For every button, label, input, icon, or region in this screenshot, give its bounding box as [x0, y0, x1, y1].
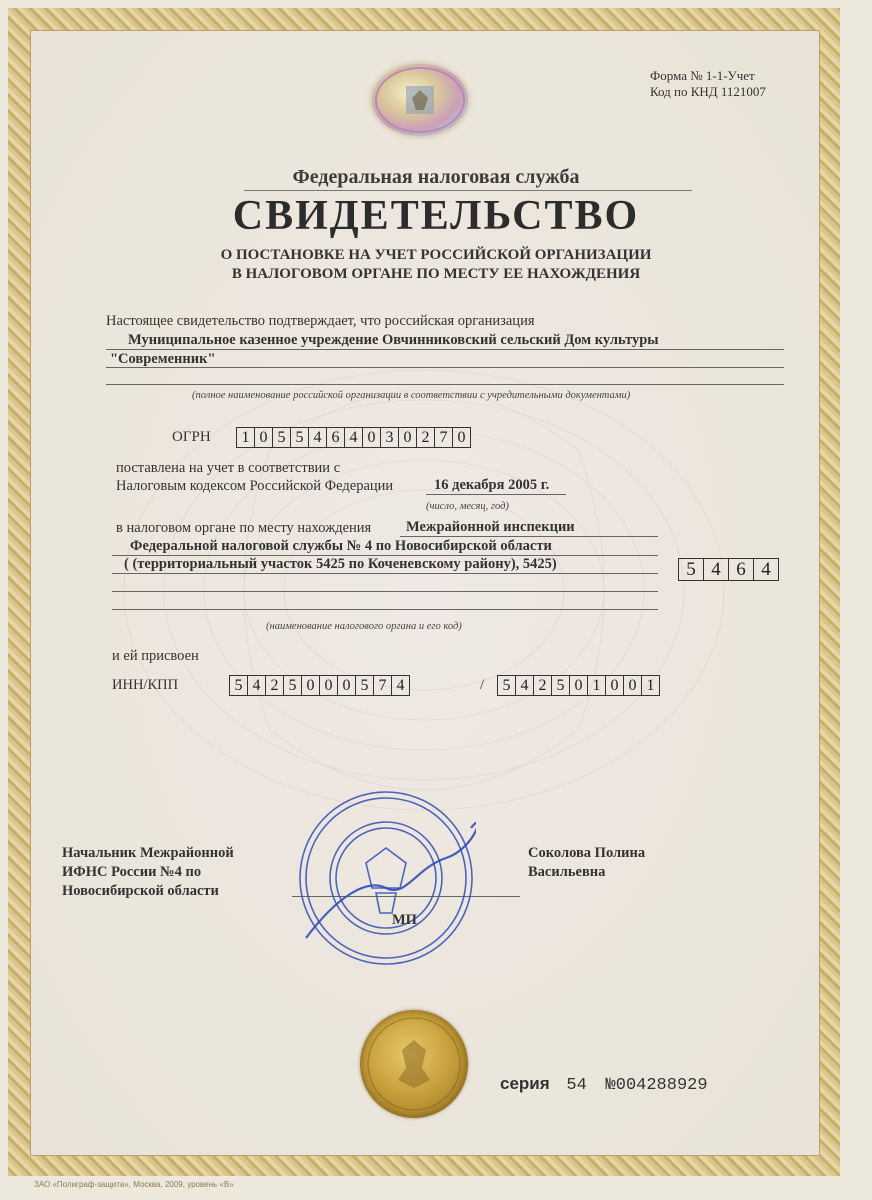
- certificate-title: СВИДЕТЕЛЬСТВО: [232, 193, 640, 239]
- inn-digit: 5: [284, 676, 302, 695]
- signer-position: [62, 844, 234, 901]
- ogrn-digit: 0: [255, 428, 273, 447]
- tax-office-underline-5: [112, 609, 658, 610]
- kpp-digit: 5: [498, 676, 516, 695]
- ogrn-digit: 5: [273, 428, 291, 447]
- ogrn-digit: 0: [363, 428, 381, 447]
- gold-seal: [360, 1010, 468, 1118]
- series-value: 54: [566, 1076, 587, 1095]
- org-name-line-1: Муниципальное казенное учреждение Овчинниковский сельский Дом культуры: [128, 332, 659, 348]
- inn-boxes: [229, 675, 410, 696]
- ogrn-digit: 0: [457, 429, 466, 446]
- inn-digit: 0: [302, 676, 320, 695]
- signer-position-line-3: Новосибирской области: [62, 883, 219, 899]
- inn-digit: 0: [338, 676, 356, 695]
- kpp-digit: 4: [516, 676, 534, 695]
- registered-text-1: поставлена на учет в соответствии с: [116, 460, 341, 476]
- ogrn-digit: 5: [291, 428, 309, 447]
- org-name-caption: (полное наименование российской организации в соответствии с учредительными документами): [192, 390, 631, 401]
- inn-digit: 0: [320, 676, 338, 695]
- series-label: серия: [500, 1074, 550, 1093]
- tax-office-underline-3: [112, 573, 658, 574]
- inn-kpp-slash: /: [480, 677, 485, 693]
- inn-digit: 2: [266, 676, 284, 695]
- agency-underline: [244, 190, 692, 191]
- kpp-digit: 1: [588, 676, 606, 695]
- inn-digit: 4: [248, 676, 266, 695]
- tax-office-intro: в налоговом органе по месту нахождения: [116, 520, 372, 536]
- tax-office-code-digit: 5: [679, 559, 704, 580]
- intro-text: Настоящее свидетельство подтверждает, что российская организация: [106, 313, 535, 329]
- org-name-line-2: "Современник": [110, 351, 216, 367]
- subtitle-line-1: О ПОСТАНОВКЕ НА УЧЕТ РОССИЙСКОЙ ОРГАНИЗАЦИИ: [220, 247, 652, 263]
- date-underline: [426, 494, 566, 495]
- tax-office-code-digit: 6: [729, 559, 754, 580]
- tax-office-code-boxes: [678, 558, 779, 581]
- org-line-1: [106, 349, 784, 350]
- inn-digit: 4: [396, 677, 405, 694]
- inn-digit: 5: [230, 676, 248, 695]
- tax-office-underline-4: [112, 591, 658, 592]
- handwritten-signature: [306, 822, 476, 938]
- ogrn-digit: 1: [237, 428, 255, 447]
- signer-name: [528, 844, 645, 882]
- ogrn-digit: 3: [381, 428, 399, 447]
- ogrn-boxes: [236, 427, 471, 448]
- registered-text-2: Налоговым кодексом Российской Федерации: [116, 478, 394, 494]
- ogrn-digit: 0: [399, 428, 417, 447]
- form-number: Форма № 1-1-Учет: [650, 68, 755, 83]
- date-caption: (число, месяц, год): [426, 501, 509, 512]
- agency-name: Федеральная налоговая служба: [292, 166, 580, 188]
- ogrn-digit: 4: [345, 428, 363, 447]
- org-line-3: [106, 384, 784, 385]
- tax-office-line-1: Межрайонной инспекции: [406, 519, 575, 535]
- ogrn-digit: 4: [309, 428, 327, 447]
- tax-office-caption: (наименование налогового органа и его код): [266, 621, 462, 632]
- certificate-number: №004288929: [605, 1076, 708, 1095]
- kpp-digit: 2: [534, 676, 552, 695]
- tax-office-underline-1: [400, 536, 658, 537]
- tax-office-code-digit: 4: [704, 559, 729, 580]
- kpp-boxes: [497, 675, 660, 696]
- form-number-block: [650, 68, 766, 100]
- hologram-emblem: [372, 64, 468, 136]
- tax-office-line-3: ( (территориальный участок 5425 по Коченевскому району), 5425): [124, 556, 557, 572]
- signer-position-line-2: ИФНС России №4 по: [62, 864, 202, 880]
- registration-date: 16 декабря 2005 г.: [434, 477, 550, 493]
- kpp-digit: 0: [606, 676, 624, 695]
- tax-office-line-2: Федеральной налоговой службы № 4 по Новосибирской области: [130, 538, 552, 554]
- signer-position-line-1: Начальник Межрайонной: [62, 845, 234, 861]
- signer-name-line-2: Васильевна: [528, 864, 606, 880]
- kpp-digit: 1: [646, 677, 655, 694]
- kpp-digit: 0: [624, 676, 642, 695]
- assigned-text: и ей присвоен: [112, 648, 199, 664]
- org-line-2: [106, 367, 784, 368]
- series-number-block: [500, 1074, 708, 1095]
- kpp-digit: 5: [552, 676, 570, 695]
- official-stamp: [296, 788, 476, 968]
- knd-code: Код по КНД 1121007: [650, 84, 766, 99]
- inn-digit: 7: [374, 676, 392, 695]
- ogrn-digit: 2: [417, 428, 435, 447]
- inn-kpp-label: ИНН/КПП: [112, 677, 179, 693]
- tax-office-code-digit: 4: [761, 559, 771, 580]
- signer-name-line-1: Соколова Полина: [528, 845, 646, 861]
- subtitle-line-2: В НАЛОГОВОМ ОРГАНЕ ПО МЕСТУ ЕЕ НАХОЖДЕНИЯ: [231, 266, 641, 282]
- stamp-mark-mp: МП: [392, 912, 417, 928]
- kpp-digit: 0: [570, 676, 588, 695]
- ogrn-digit: 7: [435, 428, 453, 447]
- ogrn-digit: 6: [327, 428, 345, 447]
- inn-digit: 5: [356, 676, 374, 695]
- printer-note: ЗАО «Полиграф-защита», Москва, 2009, уровень «В»: [34, 1180, 234, 1189]
- certificate-subtitle: [0, 246, 872, 284]
- ogrn-label: ОГРН: [172, 429, 211, 445]
